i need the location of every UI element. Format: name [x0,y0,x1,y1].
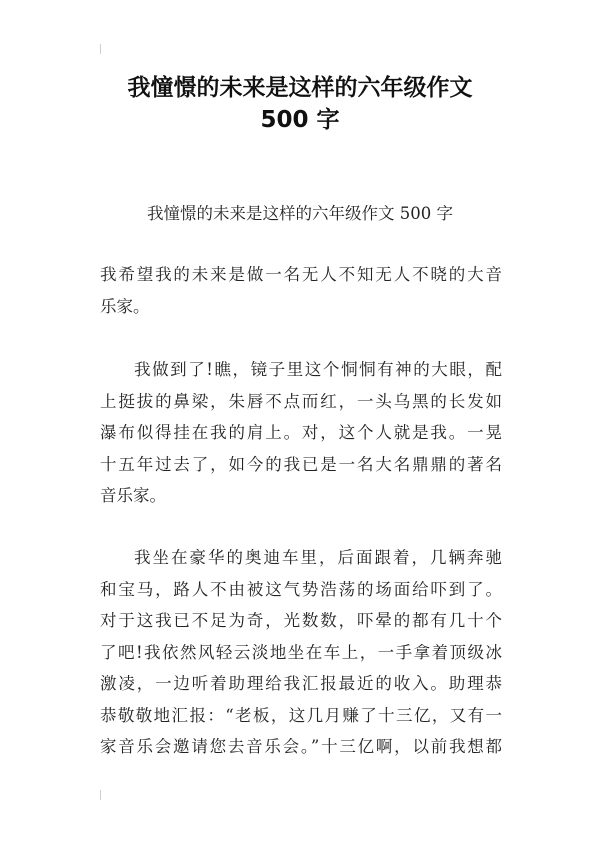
document-title-line-2: 500 字 [260,107,340,133]
paragraph-line: 音乐家。 [100,486,166,505]
paragraph-line: 了吧!我依然风轻云淡地坐在车上，一手拿着顶级冰 [100,642,502,662]
paragraph-2 [100,354,502,512]
page-corner-mark-bottom [100,790,101,800]
paragraph-line: 我希望我的未来是做一名无人不知无人不晓的大音 [100,265,502,284]
paragraph-line: 上挺拔的鼻梁，朱唇不点而红，一头乌黑的长发如 [100,391,502,411]
paragraph-line: 家音乐会邀请您去音乐会。”十三亿啊，以前我想都 [100,737,502,756]
paragraph-line: 十五年过去了，如今的我已是一名大名鼎鼎的著名 [100,454,502,474]
paragraph-line: 激凌，一边听着助理给我汇报最近的收入。助理恭 [100,674,502,693]
paragraph-line: 我做到了!瞧，镜子里这个恫恫有神的大眼，配 [134,360,502,379]
paragraph-3 [100,542,502,763]
document-title-line-1: 我憧憬的未来是这样的六年级作文 [127,75,473,101]
page-corner-mark-top [100,44,101,54]
paragraph-line: 恭敬敬地汇报：“老板，这几月赚了十三亿，又有一 [100,705,502,725]
document-subtitle: 我憧憬的未来是这样的六年级作文 500 字 [147,204,453,223]
paragraph-line: 对于这我已不足为奇，光数数，吓晕的都有几十个 [100,611,502,630]
paragraph-1 [100,259,502,322]
paragraph-line: 乐家。 [100,296,150,316]
paragraph-line: 瀑布似得挂在我的肩上。对，这个人就是我。一晃 [100,423,502,442]
paragraph-line: 和宝马，路人不由被这气势浩荡的场面给吓到了。 [100,579,502,599]
paragraph-line: 我坐在豪华的奥迪车里，后面跟着，几辆奔驰 [134,548,502,567]
